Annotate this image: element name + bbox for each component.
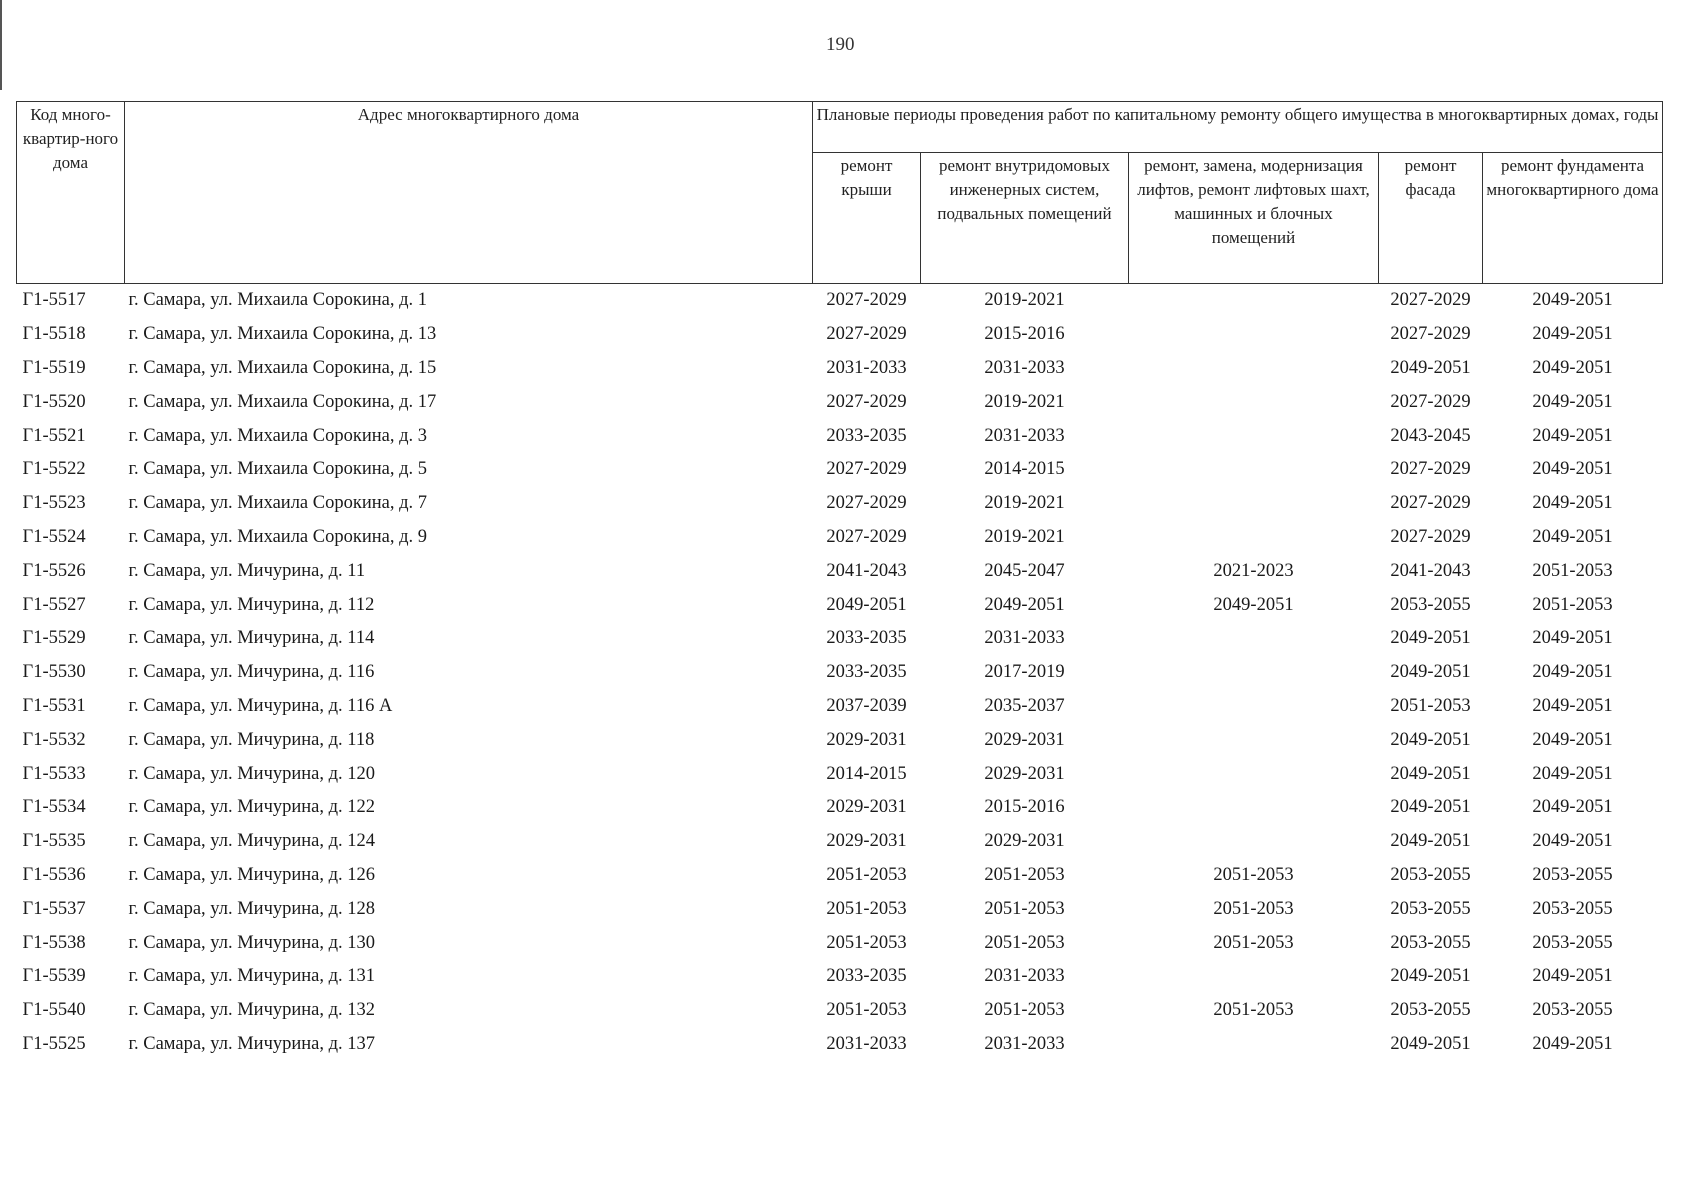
cell-roof: 2027-2029: [826, 391, 907, 412]
cell-address: г. Самара, ул. Мичурина, д. 130: [128, 932, 376, 953]
table-row: [17, 419, 1663, 453]
cell-facade: 2041-2043: [1390, 560, 1471, 581]
cell-lifts: [1129, 521, 1379, 555]
cell-systems: 2049-2051: [984, 594, 1065, 615]
cell-facade: 2027-2029: [1390, 324, 1471, 345]
cell-address: г. Самара, ул. Мичурина, д. 137: [128, 1033, 376, 1054]
cell-facade: 2049-2051: [1390, 357, 1471, 378]
cell-address: г. Самара, ул. Мичурина, д. 122: [128, 797, 376, 818]
cell-code: Г1-5525: [22, 1033, 86, 1054]
cell-roof: 2027-2029: [826, 290, 907, 311]
cell-lifts: [1129, 690, 1379, 724]
cell-roof: 2029-2031: [826, 831, 907, 852]
cell-lifts: 2051-2053: [1213, 898, 1294, 919]
cell-facade: 2053-2055: [1390, 898, 1471, 919]
cell-foundation: 2051-2053: [1532, 594, 1613, 615]
cell-systems: 2031-2033: [984, 628, 1065, 649]
cell-facade: 2049-2051: [1390, 628, 1471, 649]
cell-systems: 2029-2031: [984, 729, 1065, 750]
cell-lifts: [1129, 352, 1379, 386]
table-row: [17, 892, 1663, 926]
cell-address: г. Самара, ул. Мичурина, д. 114: [128, 628, 375, 649]
cell-systems: 2045-2047: [984, 560, 1065, 581]
cell-foundation: 2049-2051: [1532, 763, 1613, 784]
table-row: [17, 521, 1663, 555]
cell-systems: 2015-2016: [984, 324, 1065, 345]
cell-systems: 2017-2019: [984, 662, 1065, 683]
cell-facade: 2053-2055: [1390, 932, 1471, 953]
cell-foundation: 2049-2051: [1532, 966, 1613, 987]
table-row: [17, 859, 1663, 893]
page-number: 190: [826, 34, 855, 55]
cell-roof: 2037-2039: [826, 695, 907, 716]
cell-facade: 2049-2051: [1390, 966, 1471, 987]
header-address: Адрес многоквартирного дома: [125, 102, 813, 284]
cell-foundation: 2053-2055: [1532, 864, 1613, 885]
page-edge-rule: [0, 0, 2, 90]
cell-code: Г1-5537: [22, 898, 86, 919]
cell-code: Г1-5529: [22, 628, 86, 649]
cell-address: г. Самара, ул. Михаила Сорокина, д. 15: [128, 357, 437, 378]
cell-lifts: [1129, 419, 1379, 453]
header-periods-group: Плановые периоды проведения работ по капитальному ремонту общего имущества в многоквартирных домах, годы: [813, 102, 1663, 153]
header-roof: ремонт крыши: [813, 153, 921, 284]
cell-address: г. Самара, ул. Мичурина, д. 132: [128, 1000, 376, 1021]
capital-repair-table: [16, 101, 1663, 1061]
cell-facade: 2049-2051: [1390, 797, 1471, 818]
cell-lifts: [1129, 791, 1379, 825]
cell-lifts: 2051-2053: [1213, 864, 1294, 885]
table-row: [17, 690, 1663, 724]
cell-foundation: 2049-2051: [1532, 425, 1613, 446]
table-row: [17, 1028, 1663, 1062]
cell-foundation: 2053-2055: [1532, 932, 1613, 953]
table-row: [17, 960, 1663, 994]
cell-systems: 2051-2053: [984, 1000, 1065, 1021]
cell-foundation: 2049-2051: [1532, 831, 1613, 852]
cell-foundation: 2049-2051: [1532, 628, 1613, 649]
cell-lifts: [1129, 284, 1379, 318]
cell-foundation: 2049-2051: [1532, 391, 1613, 412]
cell-systems: 2029-2031: [984, 831, 1065, 852]
cell-address: г. Самара, ул. Мичурина, д. 116: [128, 662, 375, 683]
cell-roof: 2051-2053: [826, 864, 907, 885]
cell-address: г. Самара, ул. Мичурина, д. 112: [128, 594, 375, 615]
table-row: [17, 453, 1663, 487]
cell-systems: 2031-2033: [984, 425, 1065, 446]
header-systems: ремонт внутридомовых инженерных систем, подвальных помещений: [921, 153, 1129, 284]
cell-lifts: 2051-2053: [1213, 1000, 1294, 1021]
cell-address: г. Самара, ул. Мичурина, д. 128: [128, 898, 376, 919]
header-lifts: ремонт, замена, модернизация лифтов, ремонт лифтовых шахт, машинных и блочных помещений: [1129, 153, 1379, 284]
cell-systems: 2051-2053: [984, 932, 1065, 953]
cell-code: Г1-5533: [22, 763, 86, 784]
cell-lifts: [1129, 1028, 1379, 1062]
cell-roof: 2051-2053: [826, 932, 907, 953]
table-row: [17, 994, 1663, 1028]
cell-facade: 2049-2051: [1390, 662, 1471, 683]
table-row: [17, 825, 1663, 859]
cell-roof: 2029-2031: [826, 797, 907, 818]
cell-facade: 2049-2051: [1390, 1033, 1471, 1054]
cell-address: г. Самара, ул. Мичурина, д. 11: [128, 560, 366, 581]
cell-code: Г1-5517: [22, 290, 86, 311]
cell-facade: 2043-2045: [1390, 425, 1471, 446]
cell-lifts: 2049-2051: [1213, 594, 1294, 615]
cell-systems: 2015-2016: [984, 797, 1065, 818]
cell-lifts: [1129, 757, 1379, 791]
cell-systems: 2035-2037: [984, 695, 1065, 716]
table-row: [17, 284, 1663, 318]
cell-lifts: [1129, 723, 1379, 757]
cell-lifts: 2021-2023: [1213, 560, 1294, 581]
cell-foundation: 2049-2051: [1532, 729, 1613, 750]
cell-roof: 2049-2051: [826, 594, 907, 615]
cell-code: Г1-5532: [22, 729, 86, 750]
cell-code: Г1-5534: [22, 797, 86, 818]
cell-foundation: 2051-2053: [1532, 560, 1613, 581]
cell-roof: 2033-2035: [826, 662, 907, 683]
cell-facade: 2053-2055: [1390, 1000, 1471, 1021]
cell-address: г. Самара, ул. Михаила Сорокина, д. 1: [128, 290, 428, 311]
cell-systems: 2031-2033: [984, 966, 1065, 987]
header-foundation: ремонт фундамента многоквартирного дома: [1483, 153, 1663, 284]
cell-facade: 2027-2029: [1390, 526, 1471, 547]
cell-code: Г1-5526: [22, 560, 86, 581]
cell-facade: 2053-2055: [1390, 594, 1471, 615]
table-row: [17, 554, 1663, 588]
cell-facade: 2049-2051: [1390, 763, 1471, 784]
cell-roof: 2033-2035: [826, 425, 907, 446]
cell-roof: 2027-2029: [826, 493, 907, 514]
cell-code: Г1-5519: [22, 357, 86, 378]
table-row: [17, 487, 1663, 521]
cell-roof: 2031-2033: [826, 1033, 907, 1054]
cell-lifts: [1129, 960, 1379, 994]
cell-systems: 2019-2021: [984, 493, 1065, 514]
cell-foundation: 2049-2051: [1532, 797, 1613, 818]
cell-address: г. Самара, ул. Михаила Сорокина, д. 13: [128, 324, 437, 345]
cell-facade: 2049-2051: [1390, 831, 1471, 852]
table-row: [17, 352, 1663, 386]
cell-systems: 2019-2021: [984, 290, 1065, 311]
cell-address: г. Самара, ул. Мичурина, д. 118: [128, 729, 375, 750]
table-row: [17, 622, 1663, 656]
cell-lifts: [1129, 487, 1379, 521]
cell-address: г. Самара, ул. Мичурина, д. 131: [128, 966, 376, 987]
cell-foundation: 2049-2051: [1532, 324, 1613, 345]
cell-systems: 2051-2053: [984, 898, 1065, 919]
cell-code: Г1-5536: [22, 864, 86, 885]
cell-systems: 2031-2033: [984, 1033, 1065, 1054]
cell-code: Г1-5527: [22, 594, 86, 615]
cell-lifts: 2051-2053: [1213, 932, 1294, 953]
cell-code: Г1-5523: [22, 493, 86, 514]
cell-facade: 2051-2053: [1390, 695, 1471, 716]
cell-systems: 2019-2021: [984, 526, 1065, 547]
cell-foundation: 2049-2051: [1532, 662, 1613, 683]
table-row: [17, 723, 1663, 757]
cell-code: Г1-5520: [22, 391, 86, 412]
cell-roof: 2027-2029: [826, 324, 907, 345]
cell-facade: 2053-2055: [1390, 864, 1471, 885]
cell-address: г. Самара, ул. Михаила Сорокина, д. 17: [128, 391, 437, 412]
cell-roof: 2051-2053: [826, 1000, 907, 1021]
header-code: Код много-квартир-ного дома: [17, 102, 125, 284]
cell-lifts: [1129, 385, 1379, 419]
cell-roof: 2033-2035: [826, 966, 907, 987]
header-facade: ремонт фасада: [1379, 153, 1483, 284]
table-row: [17, 318, 1663, 352]
cell-code: Г1-5521: [22, 425, 86, 446]
cell-roof: 2051-2053: [826, 898, 907, 919]
cell-foundation: 2049-2051: [1532, 290, 1613, 311]
cell-roof: 2031-2033: [826, 357, 907, 378]
table-body: [17, 284, 1663, 1062]
cell-address: г. Самара, ул. Мичурина, д. 126: [128, 864, 376, 885]
table-row: [17, 757, 1663, 791]
cell-address: г. Самара, ул. Михаила Сорокина, д. 9: [128, 526, 428, 547]
cell-foundation: 2049-2051: [1532, 1033, 1613, 1054]
cell-roof: 2029-2031: [826, 729, 907, 750]
cell-facade: 2027-2029: [1390, 493, 1471, 514]
table-row: [17, 385, 1663, 419]
cell-foundation: 2053-2055: [1532, 1000, 1613, 1021]
cell-foundation: 2049-2051: [1532, 526, 1613, 547]
cell-roof: 2014-2015: [826, 763, 907, 784]
cell-roof: 2027-2029: [826, 459, 907, 480]
table-row: [17, 926, 1663, 960]
cell-systems: 2014-2015: [984, 459, 1065, 480]
cell-foundation: 2049-2051: [1532, 493, 1613, 514]
cell-address: г. Самара, ул. Михаила Сорокина, д. 3: [128, 425, 428, 446]
cell-code: Г1-5540: [22, 1000, 86, 1021]
cell-code: Г1-5522: [22, 459, 86, 480]
cell-foundation: 2049-2051: [1532, 459, 1613, 480]
cell-roof: 2033-2035: [826, 628, 907, 649]
cell-facade: 2027-2029: [1390, 391, 1471, 412]
cell-facade: 2027-2029: [1390, 290, 1471, 311]
cell-lifts: [1129, 656, 1379, 690]
cell-address: г. Самара, ул. Мичурина, д. 124: [128, 831, 376, 852]
cell-lifts: [1129, 453, 1379, 487]
table-row: [17, 791, 1663, 825]
cell-address: г. Самара, ул. Михаила Сорокина, д. 5: [128, 459, 428, 480]
cell-code: Г1-5538: [22, 932, 86, 953]
cell-facade: 2027-2029: [1390, 459, 1471, 480]
cell-code: Г1-5530: [22, 662, 86, 683]
cell-address: г. Самара, ул. Мичурина, д. 120: [128, 763, 376, 784]
cell-roof: 2041-2043: [826, 560, 907, 581]
cell-code: Г1-5531: [22, 695, 86, 716]
cell-code: Г1-5535: [22, 831, 86, 852]
cell-foundation: 2049-2051: [1532, 357, 1613, 378]
cell-systems: 2051-2053: [984, 864, 1065, 885]
cell-address: г. Самара, ул. Михаила Сорокина, д. 7: [128, 493, 428, 514]
table-row: [17, 656, 1663, 690]
cell-systems: 2031-2033: [984, 357, 1065, 378]
cell-facade: 2049-2051: [1390, 729, 1471, 750]
cell-roof: 2027-2029: [826, 526, 907, 547]
cell-lifts: [1129, 318, 1379, 352]
cell-lifts: [1129, 825, 1379, 859]
cell-code: Г1-5524: [22, 526, 86, 547]
cell-code: Г1-5539: [22, 966, 86, 987]
cell-systems: 2029-2031: [984, 763, 1065, 784]
table-row: [17, 588, 1663, 622]
cell-address: г. Самара, ул. Мичурина, д. 116 А: [128, 695, 393, 716]
cell-code: Г1-5518: [22, 324, 86, 345]
cell-systems: 2019-2021: [984, 391, 1065, 412]
cell-foundation: 2049-2051: [1532, 695, 1613, 716]
cell-foundation: 2053-2055: [1532, 898, 1613, 919]
cell-lifts: [1129, 622, 1379, 656]
